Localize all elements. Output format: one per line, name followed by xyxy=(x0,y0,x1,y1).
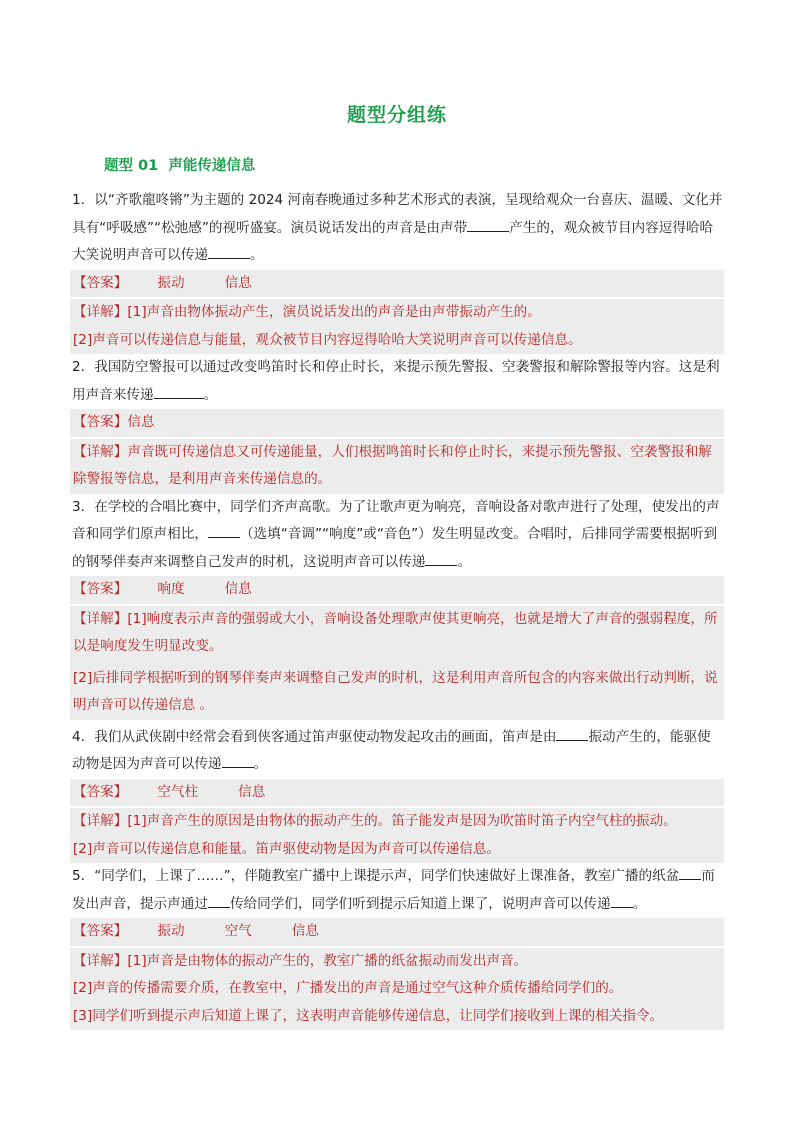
detail-text: [2]后排同学根据听到的钢琴伴奏声来调整自己发声的时机，这是利用声音所包含的内容来做出行动判断，说明声音可以传递信息 。 xyxy=(73,669,718,713)
detail-text: [1]声音是由物体的振动产生的，教室广播的纸盆振动而发出声音。 xyxy=(127,952,528,969)
answer-value: 响度 xyxy=(157,581,185,597)
answer-blank xyxy=(208,523,240,538)
answer-blank xyxy=(208,893,230,908)
question-5-text: 5．“同学们，上课了……”，伴随教室广播中上课提示声，同学们快速做好上课准备，教室广播的纸盆 xyxy=(72,868,680,884)
question-5 xyxy=(70,863,724,918)
question-4-text: 。 xyxy=(253,756,268,772)
detail-tag: 【详解】 xyxy=(73,813,128,829)
question-3 xyxy=(70,494,724,577)
question-2 xyxy=(70,354,724,409)
detail-tag: 【详解】 xyxy=(73,952,128,969)
answer-tag: 【答案】 xyxy=(73,274,128,291)
detail-tag: 【详解】 xyxy=(73,304,128,320)
answer-box-5 xyxy=(70,918,724,946)
answer-blank xyxy=(679,865,701,880)
answer-box-4 xyxy=(70,779,724,807)
detail-tag: 【详解】 xyxy=(73,443,128,460)
question-5-text: 而发出声音，提示声通过 xyxy=(72,868,715,912)
answer-value: 信息 xyxy=(127,414,155,430)
detail-text: [3]同学们听到提示声后知道上课了，这表明声音能够传递信息，让同学们接收到上课的相关指令。 xyxy=(73,1007,664,1024)
question-5-text: 传给同学们，同学们听到提示后知道上课了，说明声音可以传递 xyxy=(229,895,611,912)
question-1-text: 。 xyxy=(249,247,264,263)
answer-blank xyxy=(154,384,204,399)
section-heading: 题型 01 声能传递信息 xyxy=(104,158,256,174)
answer-blank xyxy=(222,753,254,768)
answer-value: 信息 xyxy=(291,923,319,939)
answer-blank xyxy=(556,726,588,741)
question-3-text: 。 xyxy=(457,553,472,570)
question-1-text: 产生的，观众被节目内容逗得哈哈大笑说明声音可以传递 xyxy=(72,219,714,263)
question-list xyxy=(70,187,724,1030)
answer-box-1 xyxy=(70,270,724,298)
detail-box-1 xyxy=(70,299,724,354)
detail-text: [1]声音由物体振动产生，演员说话发出的声音是由声带振动产生的。 xyxy=(127,304,541,320)
question-3-text: 3．在学校的合唱比赛中，同学们齐声高歌。为了让歌声更为响亮，音响设备对歌声进行了处理，使发出的声音和同学们原声相比， xyxy=(72,498,720,542)
answer-blank xyxy=(611,893,633,908)
question-4 xyxy=(70,724,724,779)
detail-text: [2]声音的传播需要介质，在教室中，广播发出的声音是通过空气这种介质传播给同学们的。 xyxy=(73,980,623,996)
answer-value: 信息 xyxy=(224,581,252,597)
answer-value: 信息 xyxy=(238,783,266,800)
question-3-text: （选填“音调”“响度”或“音色”）发生明显改变。合唱时，后排同学需要根据听到的钢琴伴奏声来调整自己发声的时机，这说明声音可以传递 xyxy=(72,526,718,570)
answer-blank xyxy=(208,244,250,259)
detail-text: [1]声音产生的原因是由物体的振动产生的。笛子能发声是因为吹笛时笛子内空气柱的振动。 xyxy=(127,813,677,829)
detail-text: [2]声音可以传递信息和能量。笛声驱使动物是因为声音可以传递信息。 xyxy=(73,840,501,857)
question-1-text: 1．以“齐歌龍咚锵”为主题的 2024 河南春晚通过多种艺术形式的表演，呈现给观众一台喜庆、温暖、文化并具有“呼吸感”“松弛感”的视听盛宴。演员说话发出的声音是由声带 xyxy=(72,192,723,236)
detail-box-2 xyxy=(70,439,724,494)
question-2-text: 。 xyxy=(203,386,218,403)
answer-value: 振动 xyxy=(157,923,185,939)
answer-blank xyxy=(425,551,457,566)
page-title: 题型分组练 xyxy=(346,104,447,126)
answer-tag: 【答案】 xyxy=(73,923,128,939)
detail-box-5 xyxy=(70,948,724,1031)
answer-value: 振动 xyxy=(157,274,185,291)
answer-tag: 【答案】 xyxy=(73,783,128,800)
detail-text: [2]声音可以传递信息与能量，观众被节目内容逗得哈哈大笑说明声音可以传递信息。 xyxy=(73,331,582,348)
detail-text: 声音既可传递信息又可传递能量，人们根据鸣笛时长和停止时长，来提示预先警报、空袭警报和解除警报等信息，是利用声音来传递信息的。 xyxy=(73,443,712,487)
detail-text: [1]响度表示声音的强弱或大小，音响设备处理歌声使其更响亮，也就是增大了声音的强弱程度，所以是响度发生明显改变。 xyxy=(73,610,718,654)
answer-value: 信息 xyxy=(224,274,252,291)
answer-tag: 【答案】 xyxy=(73,581,128,597)
question-1 xyxy=(70,187,724,270)
answer-value: 空气 xyxy=(224,923,252,939)
answer-tag: 【答案】 xyxy=(73,414,128,430)
detail-tag: 【详解】 xyxy=(73,610,128,627)
answer-box-2 xyxy=(70,409,724,437)
question-5-text: 。 xyxy=(632,895,647,912)
answer-box-3 xyxy=(70,576,724,604)
question-4-text: 振动产生的，能驱使动物是因为声音可以传递 xyxy=(72,728,711,772)
question-2-text: 2．我国防空警报可以通过改变鸣笛时长和停止时长，来提示预先警报、空袭警报和解除警报等内容。这是利用声音来传递 xyxy=(72,359,720,403)
detail-box-3 xyxy=(70,606,724,720)
answer-blank xyxy=(467,217,509,232)
answer-value: 空气柱 xyxy=(157,783,199,800)
detail-box-4 xyxy=(70,808,724,863)
question-4-text: 4．我们从武侠剧中经常会看到侠客通过笛声驱使动物发起攻击的画面，笛声是由 xyxy=(72,728,557,745)
